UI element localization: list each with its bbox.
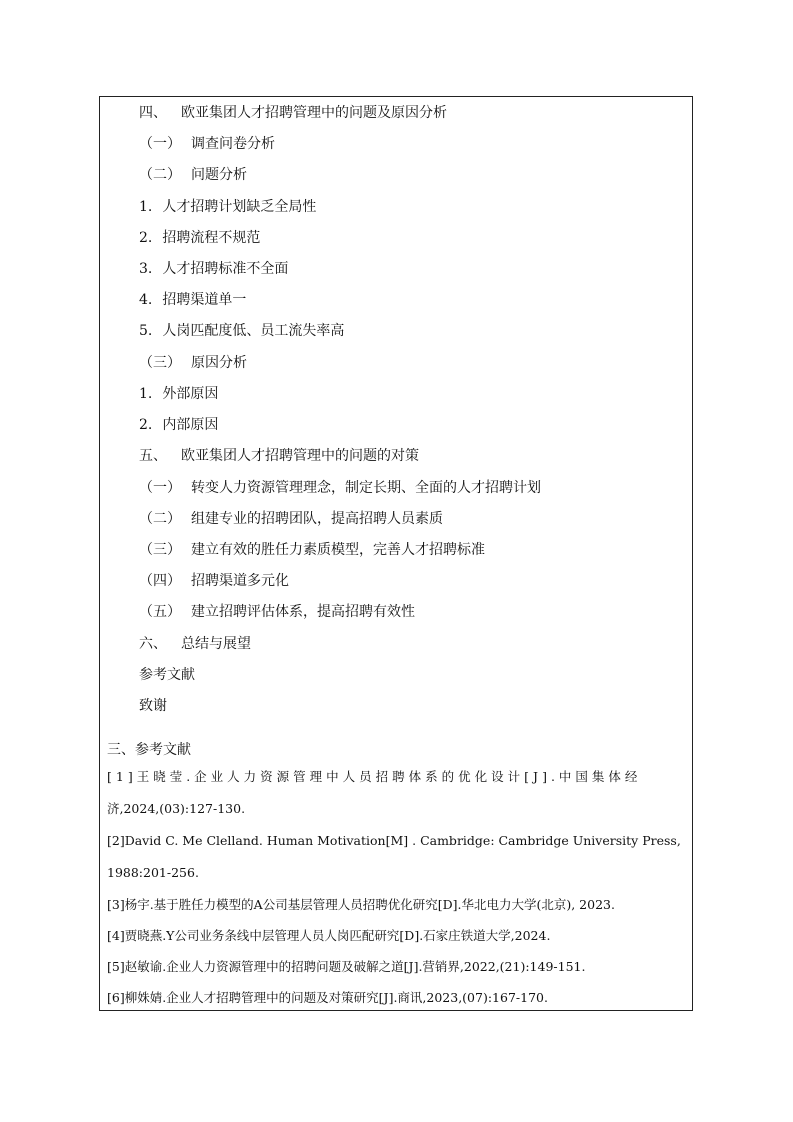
- outline-item: 4. 招聘渠道单一: [139, 292, 247, 308]
- reference-item: [5]赵敏谕.企业人力资源管理中的招聘问题及破解之道[J].营销界,2022,(21):149-151.: [107, 959, 586, 974]
- outline-item: 3. 人才招聘标准不全面: [139, 261, 289, 277]
- outline-item: 参考文献: [139, 667, 195, 683]
- reference-item: [1]王晓莹.企业人力资源管理中人员招聘体系的优化设计[J].中国集体经 济,2024,(03):127-130.: [107, 769, 642, 816]
- outline-item: 五、 欧亚集团人才招聘管理中的问题的对策: [139, 448, 419, 464]
- outline-item: 1. 外部原因: [139, 386, 219, 402]
- outline-item: （二） 组建专业的招聘团队，提高招聘人员素质: [139, 511, 443, 527]
- outline-item: （二） 问题分析: [139, 167, 247, 183]
- outline-item: 2. 招聘流程不规范: [139, 230, 261, 246]
- outline-item: 致谢: [139, 698, 167, 714]
- outline-item: （三） 原因分析: [139, 355, 247, 371]
- outline-item: （一） 转变人力资源管理理念，制定长期、全面的人才招聘计划: [139, 480, 541, 496]
- references-heading: 三、参考文献: [107, 742, 191, 758]
- outline-item: （三） 建立有效的胜任力素质模型，完善人才招聘标准: [139, 542, 485, 558]
- outline-item: （一） 调查问卷分析: [139, 136, 275, 152]
- outline-item: （四） 招聘渠道多元化: [139, 573, 289, 589]
- reference-item: [6]柳姝婧.企业人才招聘管理中的问题及对策研究[J].商讯,2023,(07):167-170.: [107, 990, 548, 1005]
- outline-item: 四、 欧亚集团人才招聘管理中的问题及原因分析: [139, 105, 447, 121]
- outline-item: 1. 人才招聘计划缺乏全局性: [139, 199, 317, 215]
- outline-item: 六、 总结与展望: [139, 636, 251, 652]
- outline-item: 2. 内部原因: [139, 417, 219, 433]
- reference-item: [2]David C. Me Clelland. Human Motivation[M] . Cambridge: Cambridge University Press, 1988:201-256.: [107, 833, 681, 880]
- document-frame: [99, 96, 693, 1011]
- reference-item: [3]杨宇.基于胜任力模型的A公司基层管理人员招聘优化研究[D].华北电力大学(北京), 2023.: [107, 897, 615, 912]
- reference-item: [4]贾晓燕.Y公司业务条线中层管理人员人岗匹配研究[D].石家庄铁道大学,2024.: [107, 928, 551, 943]
- outline-item: （五） 建立招聘评估体系，提高招聘有效性: [139, 604, 415, 620]
- outline-item: 5. 人岗匹配度低、员工流失率高: [139, 323, 345, 339]
